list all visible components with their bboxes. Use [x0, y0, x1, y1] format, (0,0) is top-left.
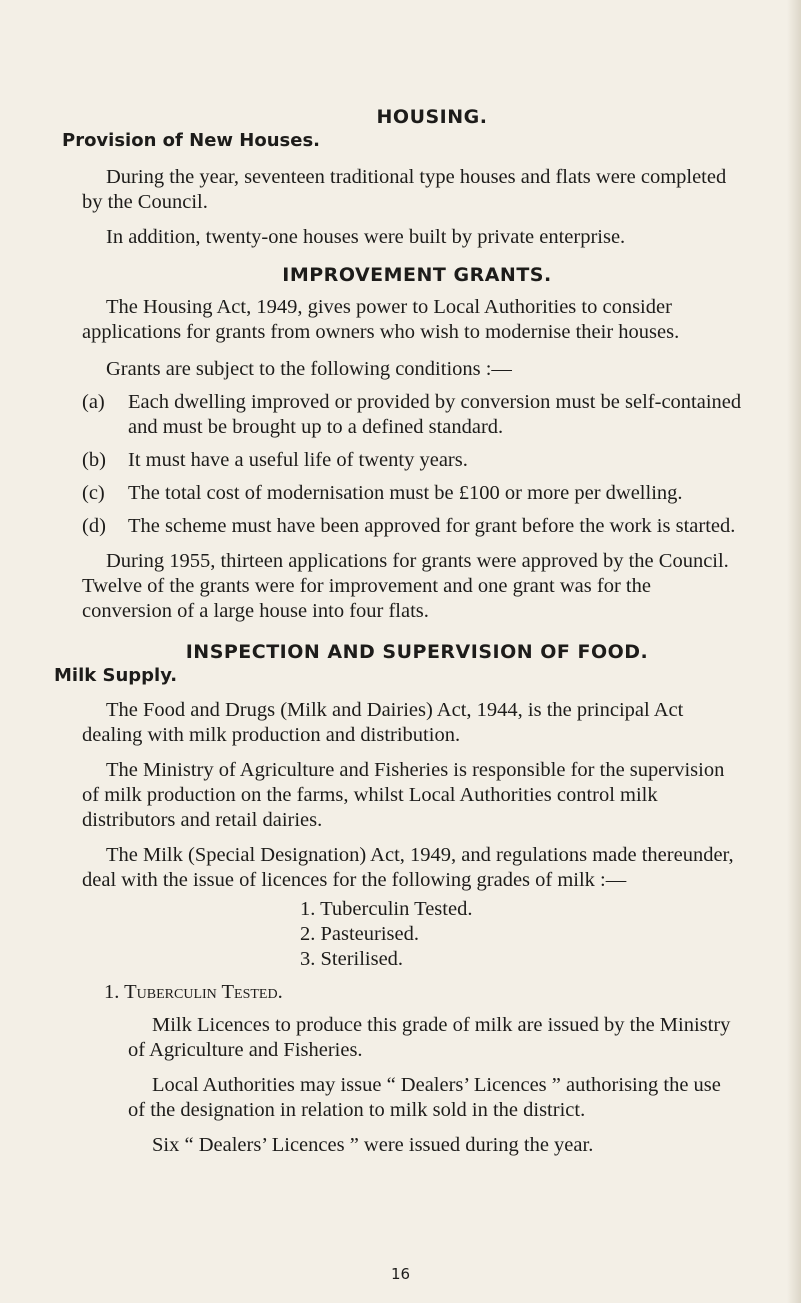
grade-item: 3. Sterilised.: [300, 948, 404, 970]
condition-label: (b): [82, 449, 106, 471]
housing-subtitle: Provision of New Houses.: [62, 130, 321, 151]
page-number: 16: [390, 1265, 411, 1283]
grades-list: [82, 897, 742, 972]
housing-title: HOUSING.: [376, 106, 488, 128]
tt-paragraph-3: Six “ Dealers’ Licences ” were issued during the year.: [152, 1134, 594, 1156]
food-title: INSPECTION AND SUPERVISION OF FOOD.: [185, 641, 649, 663]
condition-item: [82, 390, 742, 440]
housing-paragraph-1: During the year, seventeen traditional type houses and flats were completed by the Council.: [82, 166, 727, 213]
tt-paragraph-1: Milk Licences to produce this grade of milk are issued by the Ministry of Agriculture and Fisheries.: [128, 1014, 731, 1061]
housing-paragraph-2: In addition, twenty-one houses were built by private enterprise.: [106, 226, 626, 248]
tuberculin-tested-heading: 1. Tuberculin Tested.: [104, 981, 283, 1003]
condition-text: Each dwelling improved or provided by conversion must be self-contained and must be brought up to a defined standard.: [128, 391, 742, 438]
condition-text: The scheme must have been approved for grant before the work is started.: [128, 515, 736, 537]
condition-text: The total cost of modernisation must be £100 or more per dwelling.: [128, 482, 683, 504]
condition-item: [82, 514, 742, 539]
milk-supply-subtitle: Milk Supply.: [54, 665, 178, 686]
food-paragraph-1: The Food and Drugs (Milk and Dairies) Act, 1944, is the principal Act dealing with milk production and distribution.: [82, 699, 684, 746]
page-edge-shadow: [787, 0, 801, 1303]
condition-text: It must have a useful life of twenty years.: [128, 449, 468, 471]
condition-label: (d): [82, 515, 106, 537]
tuberculin-tested-section: [128, 1013, 742, 1158]
improvement-paragraph-3: During 1955, thirteen applications for grants were approved by the Council. Twelve of the grants were for improvement and one grant was for the conversion of a large house into four flats.: [82, 550, 729, 622]
condition-item: [82, 448, 742, 473]
food-paragraph-3: The Milk (Special Designation) Act, 1949, and regulations made thereunder, deal with the issue of licences for the following grades of milk :—: [82, 844, 734, 891]
grade-item: 1. Tuberculin Tested.: [300, 898, 473, 920]
improvement-paragraph-1: The Housing Act, 1949, gives power to Local Authorities to consider applications for grants from owners who wish to modernise their houses.: [82, 296, 680, 343]
condition-label: (a): [82, 391, 105, 413]
food-paragraph-2: The Ministry of Agriculture and Fisheries is responsible for the supervision of milk production on the farms, whilst Local Authorities control milk distributors and retail dairies.: [82, 759, 725, 831]
condition-label: (c): [82, 482, 105, 504]
conditions-list: [82, 390, 742, 539]
grade-item: 2. Pasteurised.: [300, 923, 419, 945]
improvement-paragraph-2: Grants are subject to the following conditions :—: [106, 358, 512, 380]
document-body: [54, 105, 742, 1158]
tt-paragraph-2: Local Authorities may issue “ Dealers’ Licences ” authorising the use of the designation in relation to milk sold in the district.: [128, 1074, 721, 1121]
condition-item: [82, 481, 742, 506]
improvement-title: IMPROVEMENT GRANTS.: [282, 264, 552, 286]
